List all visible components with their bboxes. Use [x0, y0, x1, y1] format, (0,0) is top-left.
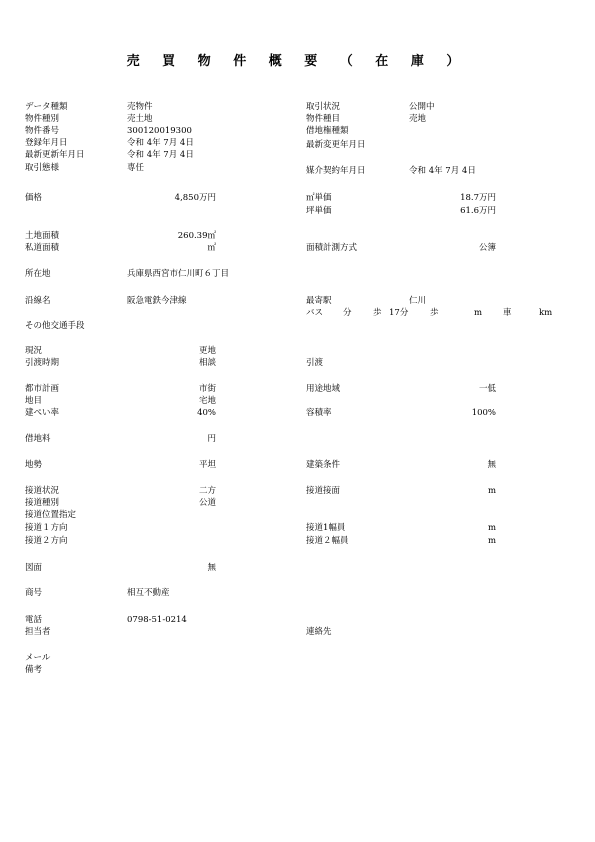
far-label: 容積率 — [306, 408, 332, 418]
access-car-km: km — [539, 308, 553, 318]
land-cat-value: 宅地 — [198, 396, 216, 406]
measure-label: 面積計測方式 — [306, 243, 358, 253]
handover-time-value: 相談 — [198, 358, 216, 368]
document-title: 売 買 物 件 概 要 （ 在 庫 ） — [126, 54, 469, 69]
current-label: 現況 — [25, 346, 43, 356]
data-type-value: 売物件 — [127, 102, 153, 112]
terrain-value: 平坦 — [198, 460, 216, 470]
renewed-value: 令和 4年 7月 4日 — [127, 150, 194, 160]
property-no-value: 300120019300 — [127, 126, 192, 136]
access-car-label: 車 — [503, 308, 512, 318]
road-pos-label: 接道位置指定 — [25, 510, 77, 520]
other-transport-label: その他交通手段 — [25, 321, 85, 331]
tsubo-value: 61.6万円 — [460, 206, 496, 216]
frontage-label: 接道接面 — [306, 486, 341, 496]
contact-label: 連絡先 — [306, 627, 332, 637]
width2-label: 接道２幅員 — [306, 536, 349, 546]
contract-value: 令和 4年 7月 4日 — [409, 166, 476, 176]
tsubo-label: 坪単価 — [306, 206, 332, 216]
city-plan-value: 市街 — [198, 384, 216, 394]
handover-label: 引渡 — [306, 358, 324, 368]
land-area-value: 260.39㎡ — [177, 231, 216, 241]
far-value: 100% — [471, 408, 496, 418]
property-no-label: 物件番号 — [25, 126, 60, 136]
land-cat-label: 地目 — [25, 396, 43, 406]
city-plan-label: 都市計画 — [25, 384, 60, 394]
handover-time-label: 引渡時期 — [25, 358, 60, 368]
item-value: 売地 — [409, 114, 427, 124]
transaction-label: 取引態様 — [25, 163, 60, 173]
address-value: 兵庫県西宮市仁川町６丁目 — [127, 269, 230, 279]
item-label: 物件種目 — [306, 114, 341, 124]
width2-value: m — [487, 536, 496, 546]
registered-value: 令和 4年 7月 4日 — [127, 138, 194, 148]
company-label: 商号 — [25, 588, 43, 598]
company-value: 相互不動産 — [127, 588, 170, 598]
mail-label: メール — [25, 653, 51, 663]
changed-label: 最新変更年月日 — [306, 140, 366, 150]
price-value: 4,850万円 — [174, 193, 216, 203]
station-label: 最寄駅 — [306, 296, 332, 306]
status-label: 取引状況 — [306, 102, 341, 112]
registered-label: 登録年月日 — [25, 138, 68, 148]
person-label: 担当者 — [25, 627, 51, 637]
access-status-value: 二方 — [198, 486, 216, 496]
dir1-label: 接道１方向 — [25, 523, 68, 533]
frontage-value: m — [487, 486, 496, 496]
terrain-label: 地勢 — [25, 460, 43, 470]
width1-label: 接道1幅員 — [306, 523, 346, 533]
measure-value: 公簿 — [478, 243, 496, 253]
current-value: 更地 — [198, 346, 216, 356]
sqm-value: 18.7万円 — [460, 193, 496, 203]
road-kind-value: 公道 — [198, 498, 216, 508]
lease-fee-value: 円 — [207, 434, 216, 444]
width1-value: m — [487, 523, 496, 533]
private-road-value: ㎡ — [207, 243, 216, 253]
property-kind-value: 売土地 — [127, 114, 153, 124]
lease-label: 借地権種類 — [306, 126, 349, 136]
access-bus-min: 分 — [343, 308, 352, 318]
zoning-label: 用途地域 — [306, 384, 341, 394]
private-road-label: 私道面積 — [25, 243, 60, 253]
sqm-label: ㎡単価 — [306, 193, 332, 203]
notes-label: 備考 — [25, 665, 43, 675]
phone-label: 電話 — [25, 615, 43, 625]
line-label: 沿線名 — [25, 296, 51, 306]
lease-fee-label: 借地料 — [25, 434, 51, 444]
status-value: 公開中 — [409, 102, 435, 112]
access-walk-label: 歩 — [373, 308, 382, 318]
road-kind-label: 接道種別 — [25, 498, 60, 508]
address-label: 所在地 — [25, 269, 51, 279]
property-kind-label: 物件種別 — [25, 114, 60, 124]
access-walk2-label: 歩 — [430, 308, 439, 318]
building-cond-value: 無 — [487, 460, 496, 470]
line-value: 阪急電鉄今津線 — [127, 296, 187, 306]
price-label: 価格 — [25, 193, 43, 203]
contract-label: 媒介契約年月日 — [306, 166, 366, 176]
transaction-value: 専任 — [127, 163, 145, 173]
coverage-label: 建ぺい率 — [25, 408, 60, 418]
zoning-value: 一低 — [478, 384, 496, 394]
drawing-label: 図面 — [25, 563, 43, 573]
access-status-label: 接道状況 — [25, 486, 60, 496]
access-bus-label: バス — [306, 308, 324, 318]
building-cond-label: 建築条件 — [306, 460, 341, 470]
dir2-label: 接道２方向 — [25, 536, 68, 546]
drawing-value: 無 — [207, 563, 216, 573]
station-value: 仁川 — [409, 296, 427, 306]
land-area-label: 土地面積 — [25, 231, 60, 241]
renewed-label: 最新更新年月日 — [25, 150, 85, 160]
phone-value: 0798-51-0214 — [127, 615, 187, 625]
access-walk-min: 17分 — [389, 308, 409, 318]
data-type-label: データ種類 — [25, 102, 68, 112]
access-walk2-m: m — [474, 308, 483, 318]
coverage-value: 40% — [197, 408, 216, 418]
